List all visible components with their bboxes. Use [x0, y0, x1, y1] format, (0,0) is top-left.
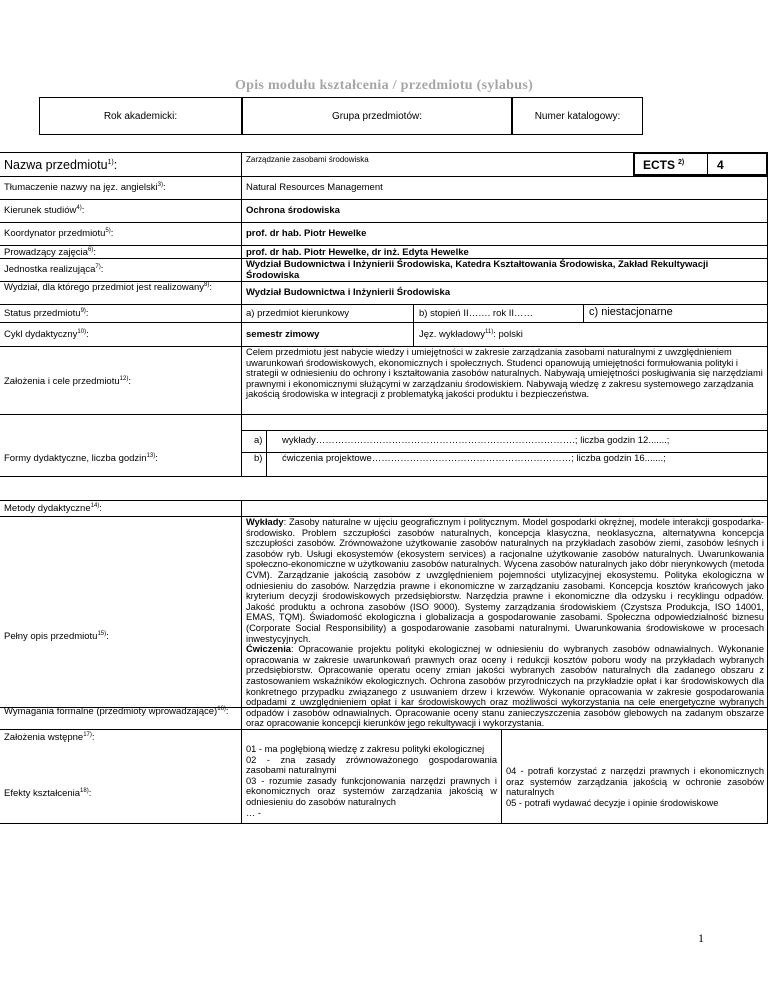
outcome-03: 03 - rozumie zasady funkcjonowania narzędzi prawnych i ekonomicznych oraz systemów zarządzania jakością w odniesieniu do zasobów naturalnych	[246, 775, 497, 807]
status-label: Status przedmiotu$^{9)}$:	[4, 307, 89, 319]
faculty-value: Wydział Budownictwa i Inżynierii Środowiska	[246, 287, 451, 298]
exercises-heading: Ćwiczenia	[246, 644, 291, 655]
outcome-04: 04 - potrafi korzystać z narzędzi prawnych i ekonomicznych oraz systemów zarządzania jakością w ochronie zasobów naturalnych	[506, 766, 764, 798]
outcomes-left	[246, 744, 497, 818]
forms-label: Formy dydaktyczne, liczba godzin$^{13)}$:	[4, 452, 158, 464]
faculty-label: Wydział, dla którego przedmiot jest realizowany$^{8)}$:	[4, 281, 213, 293]
cycle-value: semestr zimowy	[246, 329, 320, 340]
course-name-value: Zarządzanie zasobami środowiska	[246, 155, 369, 164]
outcome-05: 05 - potrafi wydawać decyzje i opinie środowiskowe	[506, 797, 719, 808]
outcome-02: 02 - zna zasady zrównoważonego gospodarowania zasobami naturalnymi	[246, 754, 497, 776]
coordinator-label: Koordynator przedmiotu$^{5)}$:	[4, 227, 114, 239]
page-number: 1	[698, 931, 704, 945]
coordinator-value: prof. dr hab. Piotr Hewelke	[246, 228, 367, 239]
ects-label: ECTS $^{2)}$	[643, 158, 685, 172]
outcomes-right	[506, 766, 764, 808]
course-name-label: Nazwa przedmiotu$^{1)}$:	[4, 158, 118, 172]
language-value: Jęz. wykładowy$^{11)}$: polski	[419, 328, 523, 340]
exercises-text: : Opracowanie projektu polityki ekologicznej w odniesieniu do wybranych zasobów odnawialnych. Wykonanie opracowania w zakresie uwarunkowań prawnych oraz oceny i redukcji kosztów poboru wody na przykładach wybranych przedsiębiorstw. Opracowanie operatu oceny zmian jakości wybranych zasobów naturalnych dla zadanego obszaru z zastosowaniem wskaźników ekologicznych. Ochrona zasobów przyrodniczych na przykładzie opłat i kar środowiskowych dla konkretnego przypadku związanego z usuwaniem drzew i krzewów. Wykonanie opracowania w zakresie gospodarowania odpadami z uwzględnieniem opłat i kar środowiskowych oraz możliwości wykorzystania na cele energetyczne wybranych odpadów i zasobów odnawialnych. Opracowanie oceny stanu zanieczyszczenia zasobów glebowych na zadanym obszarze oraz opracowanie koncepcji kierunków jego rekultywacji i wykorzystania.	[246, 644, 764, 729]
catalog-number-label: Numer katalogowy:	[534, 110, 621, 122]
catalog-number-box	[512, 97, 643, 135]
unit-value: Wydział Budownictwa i Inżynierii Środowiska, Katedra Kształtowania Środowiska, Zakład Rekultywacji Środowiska	[246, 259, 709, 281]
lecturers-label: Prowadzący zajęcia$^{6)}$:	[4, 246, 96, 258]
forms-a-letter: a)	[254, 435, 263, 446]
methods-label: Metody dydaktyczne$^{14)}$:	[4, 502, 102, 514]
prerequisites-label: Założenia wstępne$^{17)}$:	[4, 731, 95, 743]
subject-group-box	[242, 97, 512, 135]
status-a: a) przedmiot kierunkowy	[246, 308, 349, 319]
forms-b-text: ćwiczenia projektowe………………………………………………………; liczba godzin 16.......;	[282, 453, 666, 464]
outcome-01: 01 - ma pogłębioną wiedzę z zakresu polityki ekologicznej	[246, 744, 485, 754]
requirements-label: Wymagania formalne (przedmioty wprowadzające)$^{16)}$:	[4, 705, 229, 717]
lecturers-value: prof. dr hab. Piotr Hewelke, dr inż. Edyta Hewelke	[246, 247, 469, 258]
page-title: Opis modułu kształcenia / przedmiotu (sylabus)	[234, 78, 534, 93]
unit-label: Jednostka realizująca$^{7)}$:	[4, 263, 104, 275]
academic-year-label: Rok akademicki:	[103, 110, 178, 122]
lectures-text: : Zasoby naturalne w ujęciu geograficznym i politycznym. Model gospodarki okrężnej, modele interakcji gospodarka-środowisko. Problem szczupłości zasobów naturalnych, koncepcja klasyczna, neoklasyczna, alternatywna koncepcja szczupłości zasobów. Zrównoważone użytkowanie zasobów naturalnych na przykładach zasobów ziemi, zasobów leśnych i zasobów ryb. Usługi ekosystemów (ekosystem services) a racjonalne użytkowanie zasobów naturalnych. Uwarunkowania społeczno-ekonomiczne w użytkowaniu zasobów naturalnych. Wycena zasobów naturalnych jako dóbr nierynkowych (metoda CVM). Zarządzanie jakością zasobów z uwzględnieniem pojemności utylizacyjnej ekosystemu. Polityka ekologiczna w odniesieniu do zasobów. Narzędzia prawne i ekonomiczne w zarządzaniu zasobami. Koncepcja kosztów krańcowych jako kryterium decyzji środowiskowych przedsiębiorstw. Narzędzia prawne i ekonomiczne dla odzysku i recyklingu odpadów. Jakość produktu a ochrona zasobów (ISO 9000). Systemy zarządzania środowiskiem (Czystsza Produkcja, ISO 14001, EMAS, TQM). Świadomość ekologiczna i globalizacja a gospodarowanie zasobami. Społeczna odpowiedzialność biznesu (Corporate Social Responsibility) a gospodarowanie zasobami naturalnymi. Uwarunkowania środowiskowe w procesach inwestycyjnych.	[246, 517, 764, 644]
goals-label: Założenia i cele przedmiotu$^{12)}$:	[4, 375, 131, 387]
ects-value: 4	[717, 158, 724, 172]
study-field-label: Kierunek studiów$^{4)}$:	[4, 204, 85, 216]
goals-text: Celem przedmiotu jest nabycie wiedzy i umiejętności w zakresie zarządzania zasobami naturalnymi z uwzględnieniem uwarunkowań środowiskowych, ekonomicznych i społecznych. Studenci opanowują umiejętności formułowania polityki i strategii w odniesieniu do ochrony i kształtowania zasobów naturalnych. Nabywają umiejętności posługiwania się narzędziami prawnymi i ekonomicznymi służącymi w zarządzaniu środowiskiem. Nabywają wiedzę z zakresu systemowego zarządzania jakością środowiska w integracji z problematyką jakości produktu i bezpieczeństwa.	[246, 347, 763, 400]
outcomes-label: Efekty kształcenia$^{18)}$:	[4, 787, 92, 799]
subject-group-label: Grupa przedmiotów:	[331, 110, 423, 122]
lectures-heading: Wykłady	[246, 517, 284, 527]
status-c: c) niestacjonarne	[589, 306, 673, 318]
status-b: b) stopień II……. rok II……	[419, 308, 534, 319]
outcome-more: … -	[246, 807, 261, 818]
full-description-text	[246, 517, 764, 729]
ects-box	[633, 152, 768, 176]
forms-a-text: wykłady……………………………………………………………………….; liczba godzin 12.......;	[282, 435, 670, 446]
academic-year-box	[39, 97, 242, 135]
english-name-value: Natural Resources Management	[246, 182, 383, 193]
study-field-value: Ochrona środowiska	[246, 205, 340, 216]
forms-b-letter: b)	[254, 453, 263, 464]
cycle-label: Cykl dydaktyczny$^{10)}$:	[4, 328, 89, 340]
english-name-label: Tłumaczenie nazwy na jęz. angielski$^{3)}$:	[4, 181, 166, 193]
full-description-label: Pełny opis przedmiotu$^{15)}$:	[4, 630, 109, 642]
